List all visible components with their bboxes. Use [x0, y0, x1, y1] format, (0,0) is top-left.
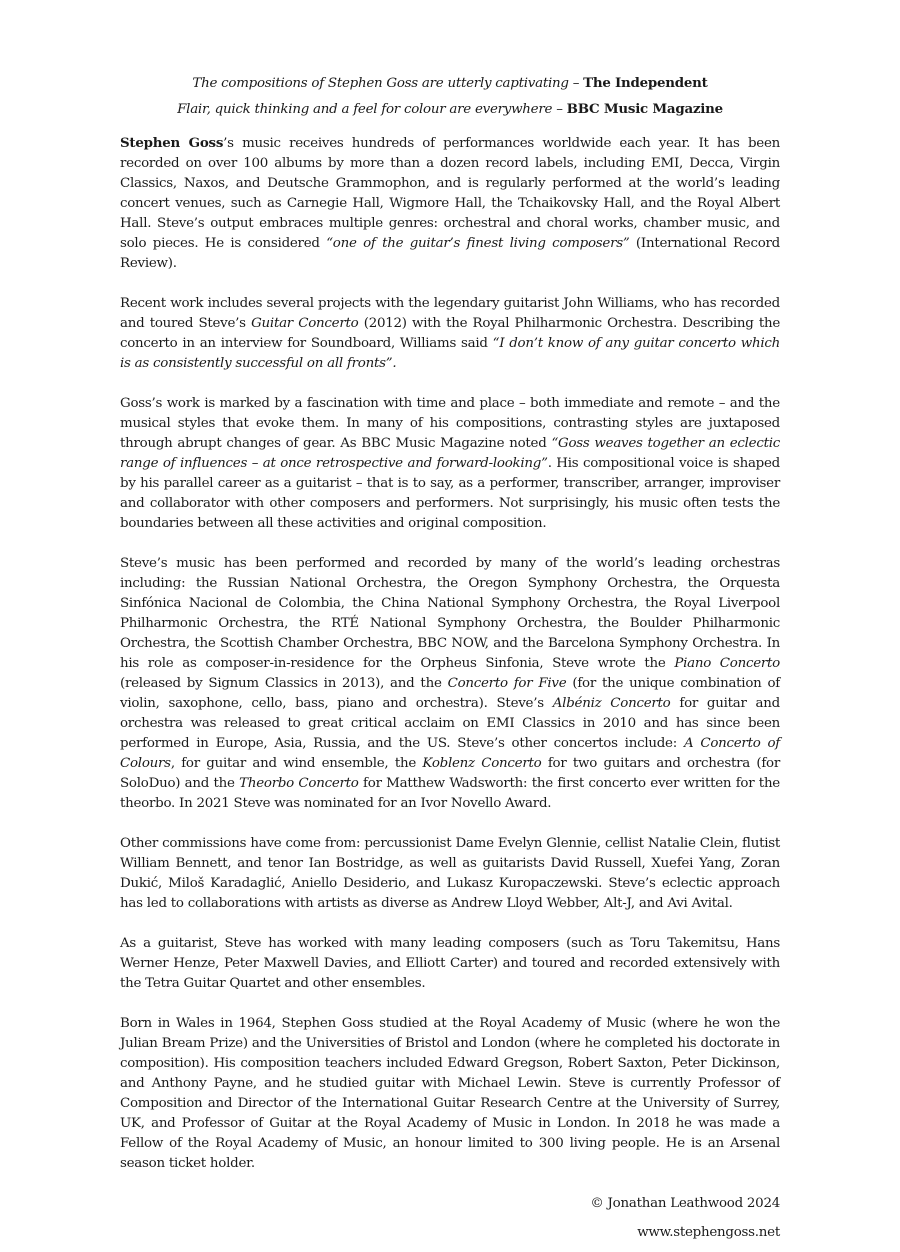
paragraph-text: Recent work includes several projects with the legendary guitarist John Williams, who has recorded and toured Steve’s	[120, 296, 780, 331]
paragraph-text: (released by Signum Classics in 2013), and the	[120, 676, 448, 691]
press-quotes	[120, 72, 780, 121]
paragraph-text: for Matthew Wadsworth: the first concerto ever written for the theorbo. In 2021 Steve was nominated for an Ivor Novello Award.	[120, 776, 780, 811]
paragraph-text: . His compositional voice is shaped by his parallel career as a guitarist – that is to say, as a performer, transcriber, arranger, improviser and collaborator with other composers and performers. Not surprisingly, his music often tests the boundaries between all these activities and original composition.	[120, 456, 780, 531]
bio-paragraph-intro	[120, 133, 780, 274]
paragraph-text: for guitar and orchestra was released to great critical acclaim on EMI Classics in 2010 and has since been performed in Europe, Asia, Russia, and the US. Steve’s other concertos include:	[120, 696, 780, 751]
bio-paragraph-recent-work	[120, 294, 780, 374]
quote-separator: –	[568, 76, 584, 91]
bio-paragraph-guitarist: As a guitarist, Steve has worked with many leading composers (such as Toru Takemitsu, Hans Werner Henze, Peter Maxwell Davies, and Elliott Carter) and toured and recorded extensively with the Tetra Guitar Quartet and other ensembles.	[120, 936, 780, 991]
press-quote-bbc	[120, 98, 780, 121]
paragraph-text: , for guitar and wind ensemble, the	[170, 756, 423, 771]
document-footer	[120, 1194, 780, 1243]
paragraph-text: (for the unique combination of violin, saxophone, cello, bass, piano and orchestra). Steve’s	[120, 676, 780, 711]
review-quote: “one of the guitar’s finest living composers”	[326, 236, 630, 251]
work-title: Albéniz Concerto	[552, 696, 671, 711]
quote-text: Flair, quick thinking and a feel for colour are everywhere	[177, 102, 553, 117]
bio-paragraph-background: Born in Wales in 1964, Stephen Goss studied at the Royal Academy of Music (where he won the Julian Bream Prize) and the Universities of Bristol and London (where he completed his doctorate in composition). His composition teachers included Edward Gregson, Robert Saxton, Peter Dickinson, and Anthony Payne, and he studied guitar with Michael Lewin. Steve is currently Professor of Composition and Director of the International Guitar Research Centre at the University of Surrey, UK, and Professor of Guitar at the Royal Academy of Music in London. In 2018 he was made a Fellow of the Royal Academy of Music, an honour limited to 300 living people. He is an Arsenal season ticket holder.	[120, 1016, 780, 1171]
quote-source: BBC Music Magazine	[566, 101, 723, 117]
press-quote-independent	[120, 72, 780, 95]
website-link[interactable]: www.stephengoss.net	[637, 1225, 780, 1240]
work-title: Theorbo Concerto	[239, 776, 359, 791]
paragraph-text: (International Record Review).	[120, 236, 781, 271]
paragraph-text: for two guitars and orchestra (for SoloDuo) and the	[120, 756, 781, 791]
work-title: Piano Concerto	[674, 656, 780, 671]
quote-text: The compositions of Stephen Goss are utterly captivating	[192, 76, 569, 91]
work-title: Concerto for Five	[447, 676, 567, 691]
paragraph-text: (2012) with the Royal Philharmonic Orchestra. Describing the concerto in an interview for Soundboard, Williams said	[120, 316, 781, 351]
work-title: A Concerto of Colours	[120, 736, 780, 771]
paragraph-text: ’s music receives hundreds of performances worldwide each year. It has been recorded on over 100 albums by more than a dozen record labels, including EMI, Decca, Virgin Classics, Naxos, and Deutsche Grammophon, and is regularly performed at the world’s leading concert venues, such as Carnegie Hall, Wigmore Hall, the Tchaikovsky Hall, and the Royal Albert Hall. Steve’s output embraces multiple genres: orchestral and choral works, chamber music, and solo pieces. He is considered	[120, 136, 781, 251]
quote-separator: –	[552, 102, 567, 117]
work-title: Koblenz Concerto	[422, 756, 542, 771]
composer-name: Stephen Goss	[120, 135, 224, 151]
review-quote: “Goss weaves together an eclectic range of influences – at once retrospective and forward-looking”	[120, 436, 781, 471]
document-page	[120, 72, 780, 1252]
review-quote: “I don’t know of any guitar concerto which is as consistently successful on all fronts”.	[120, 336, 781, 371]
bio-paragraph-orchestras	[120, 554, 780, 814]
work-title: Guitar Concerto	[251, 316, 359, 331]
quote-source: The Independent	[583, 75, 708, 91]
paragraph-text: Steve’s music has been performed and recorded by many of the world’s leading orchestras including: the Russian National Orchestra, the Oregon Symphony Orchestra, the Orquesta Sinfónica Nacional de Colombia, the China National Symphony Orchestra, the Royal Liverpool Philharmonic Orchestra, the RTÉ National Symphony Orchestra, the Boulder Philharmonic Orchestra, the Scottish Chamber Orchestra, BBC NOW, and the Barcelona Symphony Orchestra. In his role as composer-in-residence for the Orpheus Sinfonia, Steve wrote the	[120, 556, 780, 671]
bio-paragraph-style	[120, 394, 780, 534]
copyright-notice: © Jonathan Leathwood 2024	[590, 1196, 780, 1211]
bio-paragraph-commissions: Other commissions have come from: percussionist Dame Evelyn Glennie, cellist Natalie Clein, flutist William Bennett, and tenor Ian Bostridge, as well as guitarists David Russell, Xuefei Yang, Zoran Dukić, Miloš Karadaglić, Aniello Desiderio, and Lukasz Kuropaczewski. Steve’s eclectic approach has led to collaborations with artists as diverse as Andrew Lloyd Webber, Alt-J, and Avi Avital.	[120, 836, 780, 911]
paragraph-text: Goss’s work is marked by a fascination with time and place – both immediate and remote – and the musical styles that evoke them. In many of his compositions, contrasting styles are juxtaposed through abrupt changes of gear. As BBC Music Magazine noted	[120, 396, 780, 451]
